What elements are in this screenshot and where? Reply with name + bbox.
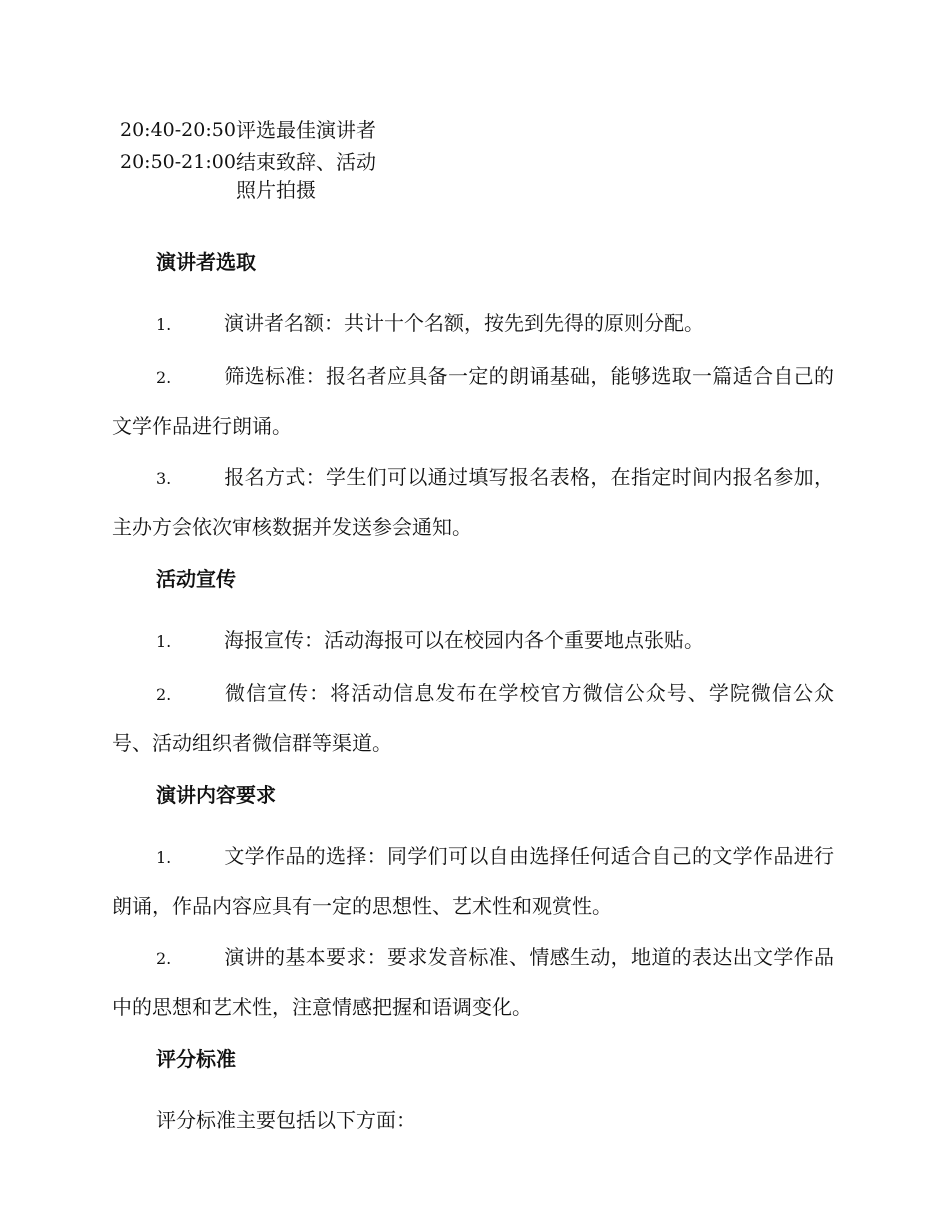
list-number: 1.: [156, 315, 172, 334]
list-item: [112, 832, 834, 930]
list-item: [112, 453, 834, 551]
list-number: 3.: [156, 469, 172, 488]
list-text: 演讲的基本要求：要求发音标准、情感生动，地道的表达出文学作品中的思想和艺术性，注意情感把握和语调变化。: [112, 945, 834, 1019]
list-number: 2.: [156, 949, 172, 968]
section-heading-speaker-selection: 演讲者选取: [156, 250, 256, 274]
list-text: 海报宣传：活动海报可以在校园内各个重要地点张贴。: [224, 628, 704, 652]
section-heading-promotion: 活动宣传: [156, 567, 236, 591]
list-item: [112, 616, 834, 666]
document-body: [112, 246, 834, 1144]
list-text: 演讲者名额：共计十个名额，按先到先得的原则分配。: [224, 311, 704, 335]
schedule-time: 20:50-21:00: [120, 151, 236, 173]
list-number: 1.: [156, 632, 172, 651]
section-heading-scoring-criteria: 评分标准: [156, 1047, 236, 1071]
list-item: [112, 299, 834, 349]
list-text: 文学作品的选择：同学们可以自由选择任何适合自己的文学作品进行朗诵，作品内容应具有一定的思想性、艺术性和观赏性。: [112, 844, 834, 918]
list-number: 2.: [156, 685, 172, 704]
schedule-row: [120, 116, 376, 144]
schedule-event: 结束致辞、活动照片拍摄: [236, 150, 376, 202]
list-text: 筛选标准：报名者应具备一定的朗诵基础，能够选取一篇适合自己的文学作品进行朗诵。: [112, 364, 834, 438]
list-number: 1.: [156, 848, 172, 867]
list-text: 报名方式：学生们可以通过填写报名表格，在指定时间内报名参加，主办方会依次审核数据并发送参会通知。: [112, 465, 834, 539]
list-item: [112, 352, 834, 450]
schedule-table: [120, 116, 376, 208]
list-item: [112, 669, 834, 767]
schedule-row: [120, 148, 376, 204]
list-number: 2.: [156, 368, 172, 387]
schedule-event: 评选最佳演讲者: [236, 118, 376, 142]
list-text: 微信宣传：将活动信息发布在学校官方微信公众号、学院微信公众号、活动组织者微信群等渠道。: [112, 681, 834, 755]
list-item: [112, 933, 834, 1031]
section-heading-content-requirements: 演讲内容要求: [156, 783, 276, 807]
closing-paragraph: 评分标准主要包括以下方面：: [156, 1108, 416, 1132]
schedule-time: 20:40-20:50: [120, 119, 236, 141]
